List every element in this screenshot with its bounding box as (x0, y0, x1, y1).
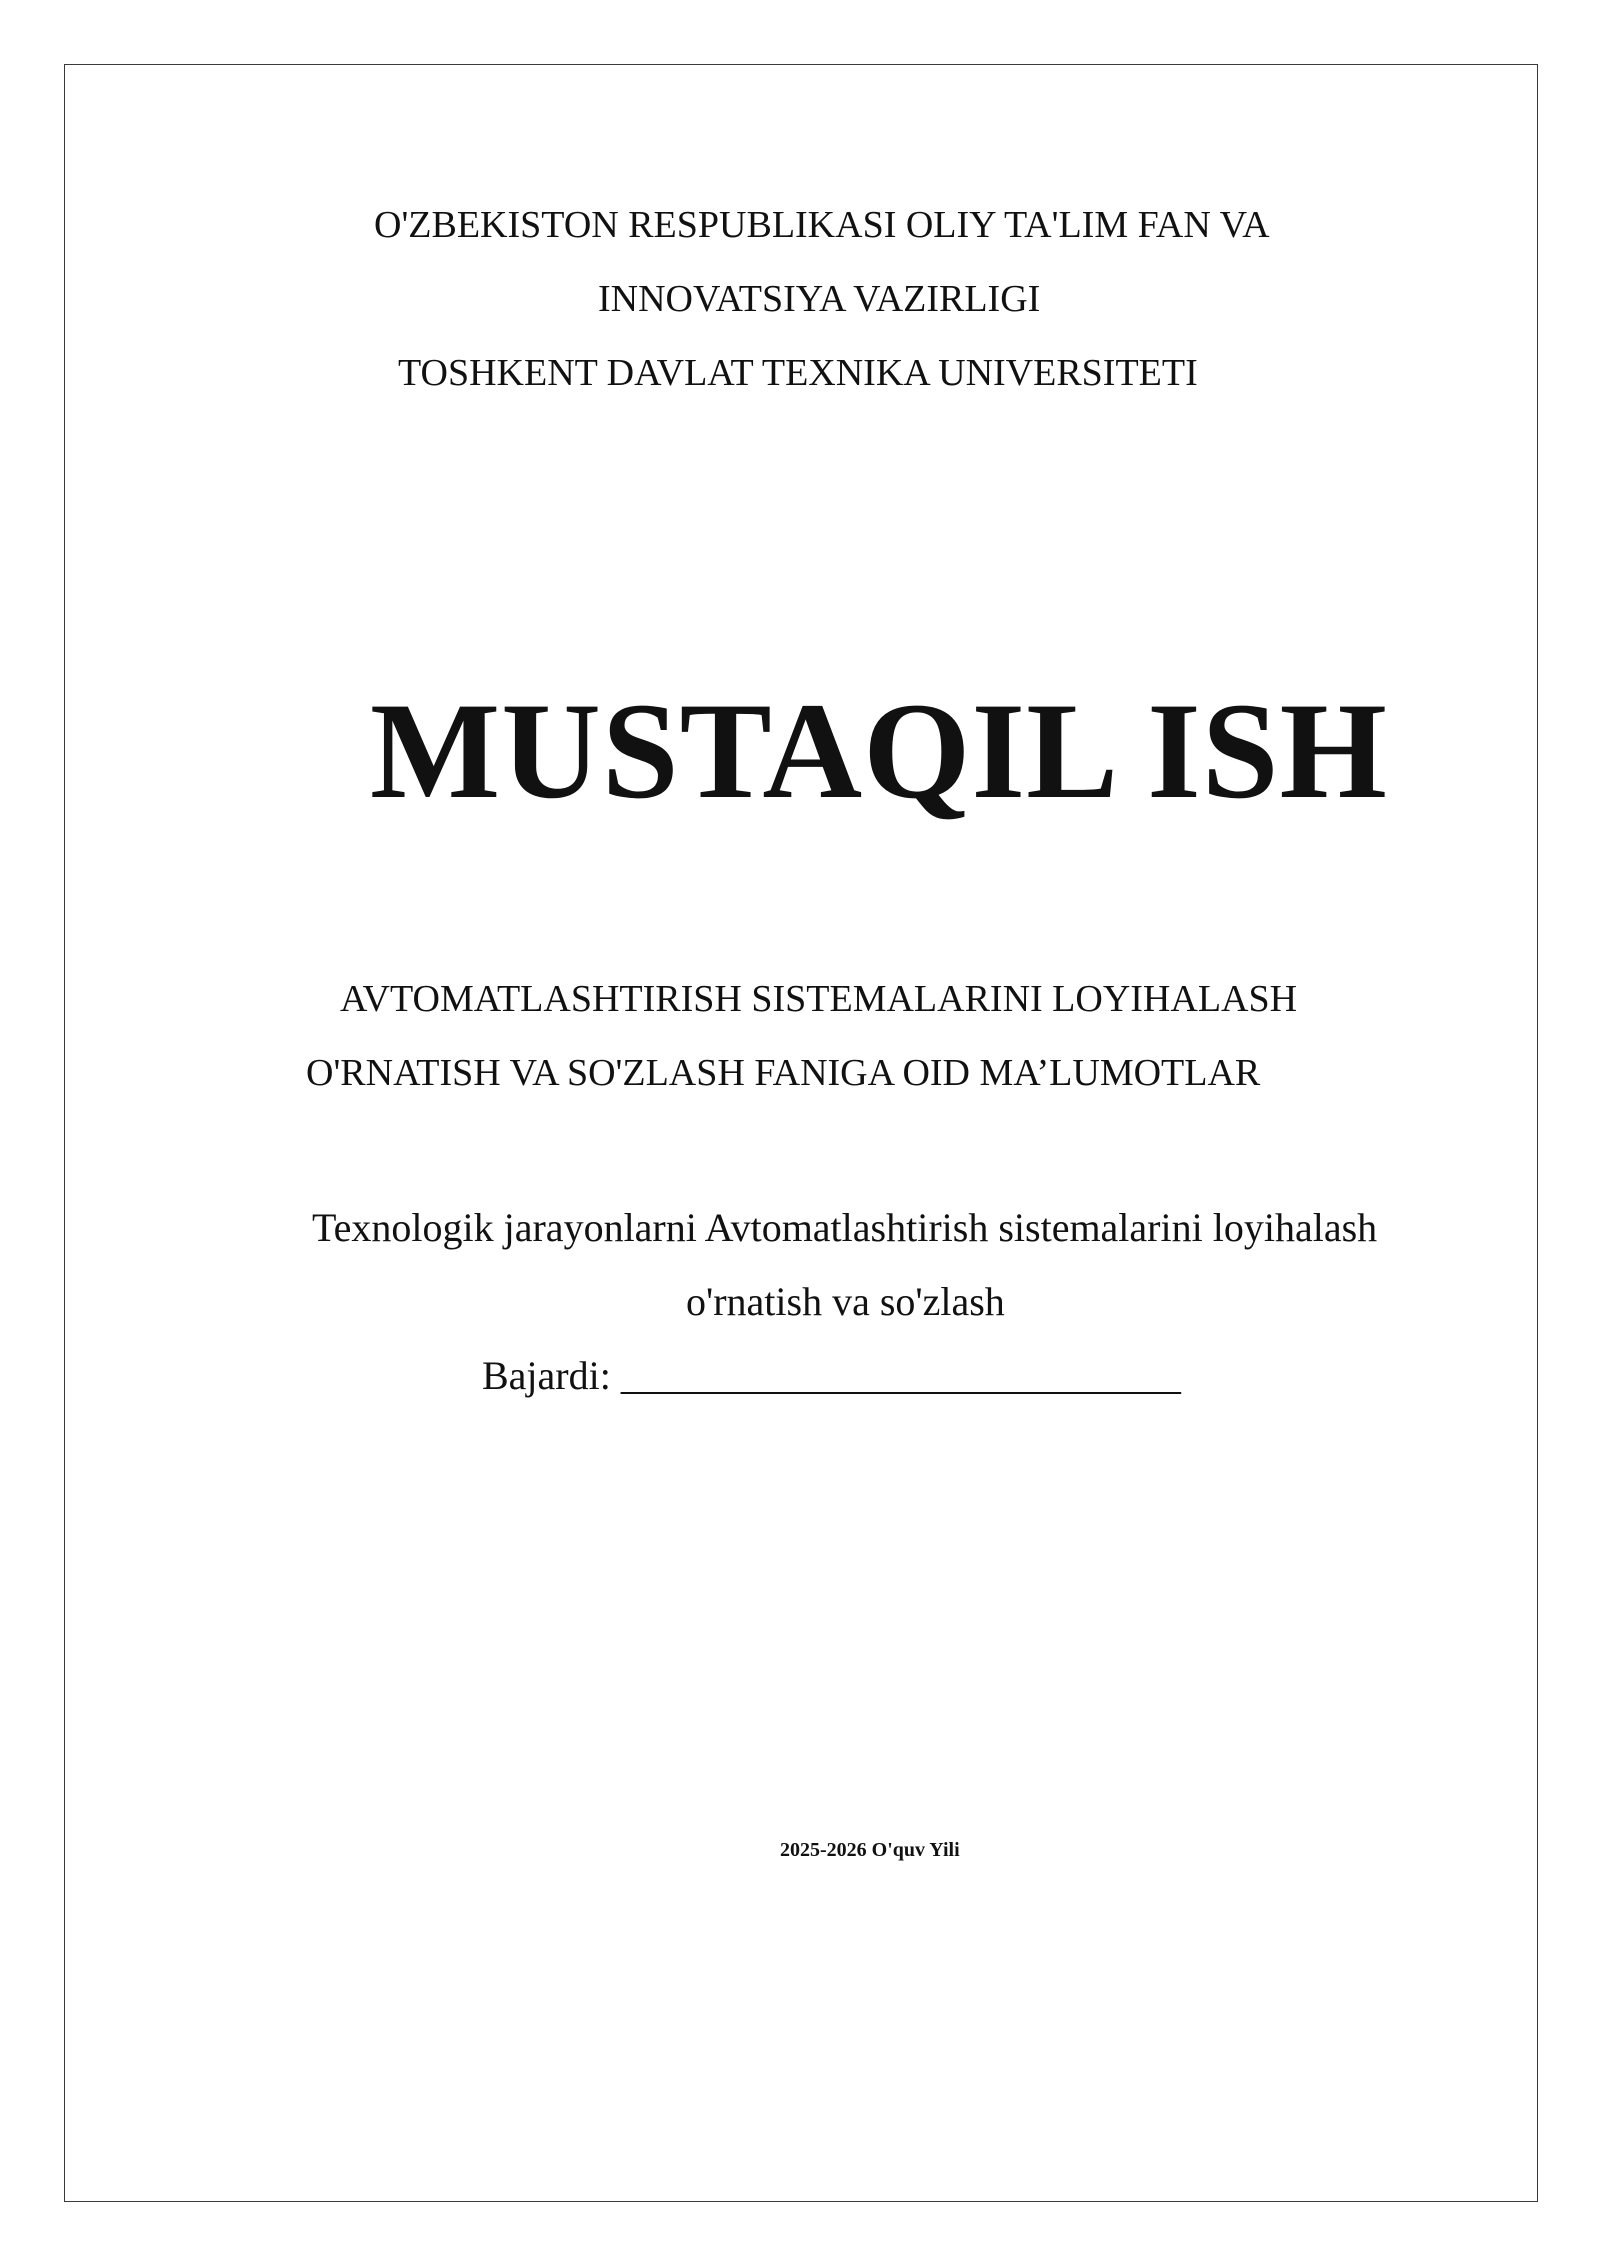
subject-line-1: AVTOMATLASHTIRISH SISTEMALARINI LOYIHALASH (340, 978, 1298, 1020)
document-title: MUSTAQIL ISH (370, 674, 1388, 827)
topic-line-1: Texnologik jarayonlarni Avtomatlashtirish sistemalarini loyihalash (312, 1205, 1378, 1250)
university-name: TOSHKENT DAVLAT TEXNIKA UNIVERSITETI (398, 352, 1198, 394)
subject-line-2: O'RNATISH VA SO'ZLASH FANIGA OID MA’LUMOTLAR (306, 1052, 1261, 1094)
performer-line (0, 1353, 1600, 1398)
ministry-line-2: INNOVATSIYA VAZIRLIGI (598, 278, 1041, 320)
performer-label: Bajardi: (482, 1353, 621, 1398)
topic-line-2: o'rnatish va so'zlash (686, 1279, 1005, 1324)
academic-year: 2025-2026 O'quv Yili (780, 1839, 960, 1861)
performer-blank: ____________________________ (620, 1353, 1181, 1398)
ministry-line-1: O'ZBEKISTON RESPUBLIKASI OLIY TA'LIM FAN VA (374, 204, 1270, 246)
